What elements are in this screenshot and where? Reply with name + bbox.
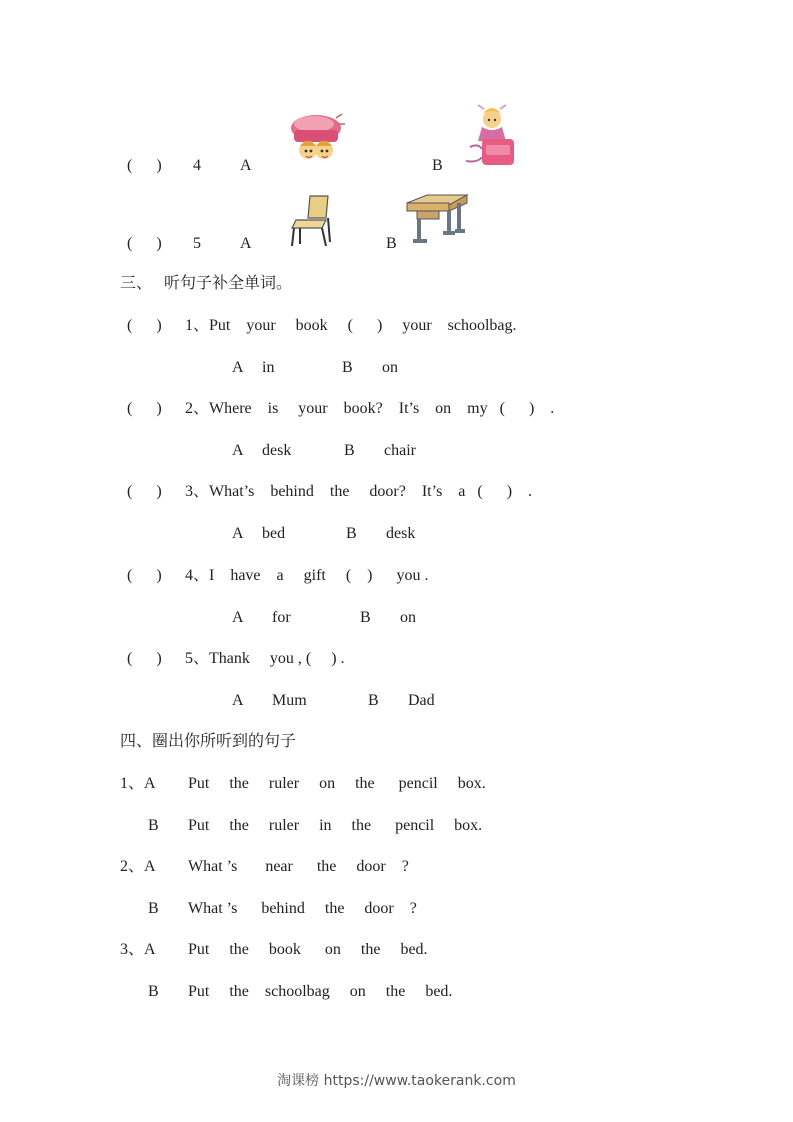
sentence-a: What ’s near the door ?: [188, 858, 409, 875]
sentence-a: Put the ruler on the pencil box.: [188, 775, 486, 792]
answer-paren: ( ): [127, 650, 162, 667]
answer-paren: ( ): [127, 157, 162, 174]
sentence-b: Put the schoolbag on the bed.: [188, 983, 453, 1000]
item-lead-b: B: [148, 817, 159, 834]
item-lead: 3、A: [120, 941, 156, 958]
option-a-letter: A: [232, 359, 244, 376]
option-b-text: on: [382, 359, 398, 376]
question-stem: 4、I have a gift ( ) you .: [185, 567, 429, 584]
option-a-text: for: [272, 609, 291, 626]
desk-picture: [405, 193, 469, 247]
answer-paren: ( ): [127, 400, 162, 417]
gift-box-kids-picture: [286, 108, 348, 166]
sentence-b: Put the ruler in the pencil box.: [188, 817, 483, 834]
question-stem: 2、Where is your book? It’s on my ( ) .: [185, 400, 555, 417]
option-b-text: Dad: [408, 692, 435, 709]
option-b-text: desk: [386, 525, 416, 542]
answer-paren: ( ): [127, 567, 162, 584]
option-a-letter: A: [232, 692, 244, 709]
answer-paren: ( ): [127, 235, 162, 252]
question-number: 4: [193, 157, 201, 174]
answer-paren: ( ): [127, 317, 162, 334]
question-stem: 3、What’s behind the door? It’s a ( ) .: [185, 483, 533, 500]
option-b-letter: B: [344, 442, 355, 459]
option-a-letter: A: [232, 442, 244, 459]
option-b-letter: B: [342, 359, 353, 376]
option-b-label: B: [432, 157, 443, 174]
option-b-text: on: [400, 609, 416, 626]
option-b-letter: B: [360, 609, 371, 626]
question-stem: 1、Put your book ( ) your schoolbag.: [185, 317, 517, 334]
sentence-a: Put the book on the bed.: [188, 941, 428, 958]
item-lead-b: B: [148, 900, 159, 917]
option-b-letter: B: [368, 692, 379, 709]
option-b-letter: B: [346, 525, 357, 542]
option-a-text: desk: [262, 442, 292, 459]
option-a-letter: A: [232, 609, 244, 626]
sentence-b: What ’s behind the door ?: [188, 900, 417, 917]
section-3-heading: 三、 听句子补全单词。: [120, 275, 293, 292]
item-lead: 1、A: [120, 775, 156, 792]
item-lead-b: B: [148, 983, 159, 1000]
option-a-text: Mum: [272, 692, 307, 709]
option-a-text: in: [262, 359, 275, 376]
option-a-letter: A: [232, 525, 244, 542]
chair-picture: [288, 192, 336, 248]
option-a-text: bed: [262, 525, 286, 542]
option-b-text: chair: [384, 442, 416, 459]
option-a-label: A: [240, 235, 252, 252]
option-b-label: B: [386, 235, 397, 252]
question-number: 5: [193, 235, 201, 252]
footer-watermark: 淘课榜 https://www.taokerank.com: [277, 1073, 516, 1089]
schoolbag-girl-picture: [460, 103, 522, 169]
question-stem: 5、Thank you , ( ) .: [185, 650, 345, 667]
section-4-heading: 四、圈出你所听到的句子: [120, 733, 297, 750]
item-lead: 2、A: [120, 858, 156, 875]
option-a-label: A: [240, 157, 252, 174]
answer-paren: ( ): [127, 483, 162, 500]
